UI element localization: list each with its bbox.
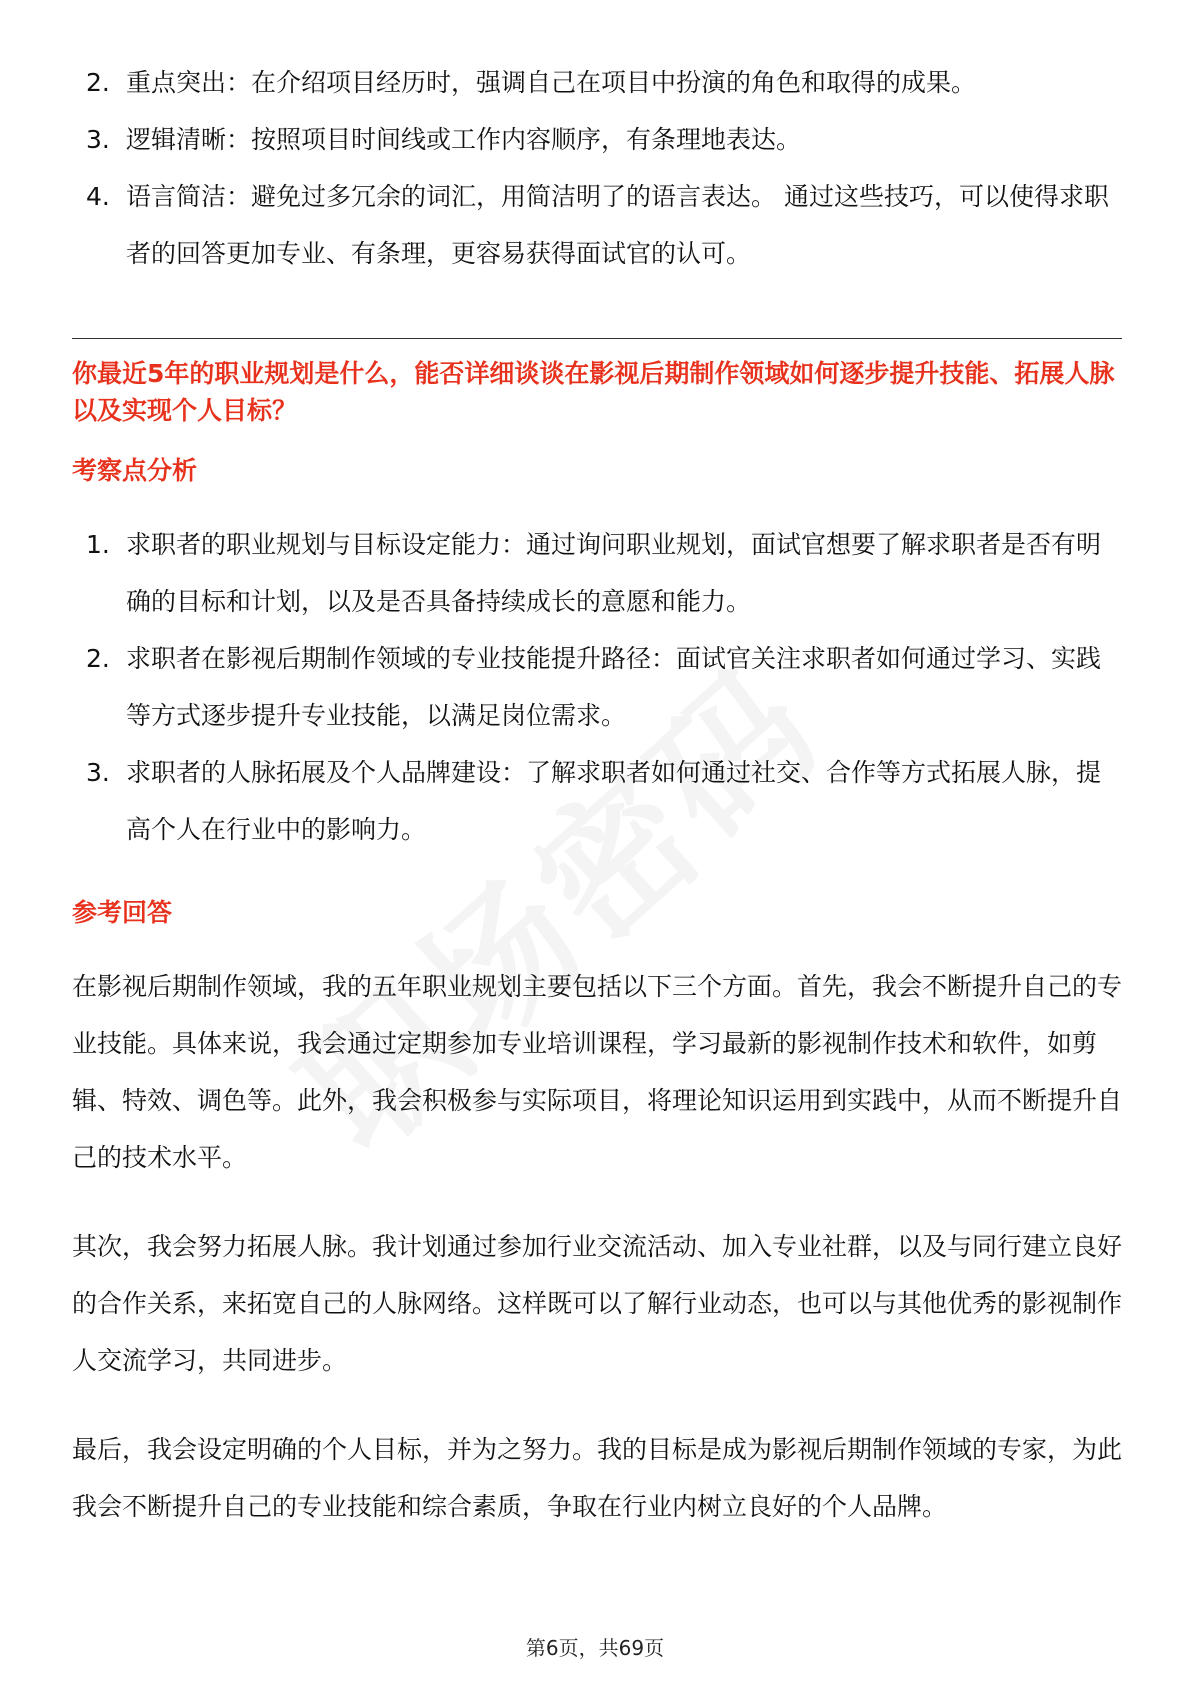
list-item-text: 语言简洁：避免过多冗余的词汇，用简洁明了的语言表达。 通过这些技巧，可以使得求职者的回答更加专业、有条理，更容易获得面试官的认可。 — [126, 182, 1109, 268]
analysis-list — [72, 516, 1122, 858]
list-item-text: 求职者的人脉拓展及个人品牌建设：了解求职者如何通过社交、合作等方式拓展人脉，提高个人在行业中的影响力。 — [126, 758, 1102, 844]
list-item — [72, 111, 1122, 168]
answer-heading: 参考回答 — [72, 898, 173, 927]
analysis-heading: 考察点分析 — [72, 456, 198, 485]
answer-paragraph: 在影视后期制作领域，我的五年职业规划主要包括以下三个方面。首先，我会不断提升自己的专业技能。具体来说，我会通过定期参加专业培训课程，学习最新的影视制作技术和软件，如剪辑、特效、调色等。此外，我会积极参与实际项目，将理论知识运用到实践中，从而不断提升自己的技术水平。 — [72, 972, 1123, 1172]
tips-list — [72, 54, 1122, 282]
list-number: 3. — [86, 125, 110, 154]
list-item — [72, 54, 1122, 111]
list-number: 2. — [86, 68, 110, 97]
list-item — [72, 168, 1122, 282]
list-number: 2. — [86, 644, 110, 673]
list-item-text: 重点突出：在介绍项目经历时，强调自己在项目中扮演的角色和取得的成果。 — [126, 68, 977, 97]
list-item-text: 求职者在影视后期制作领域的专业技能提升路径：面试官关注求职者如何通过学习、实践等方式逐步提升专业技能，以满足岗位需求。 — [126, 644, 1102, 730]
page-number: 第6页，共69页 — [525, 1636, 665, 1660]
list-number: 3. — [86, 758, 110, 787]
answer-paragraph: 最后，我会设定明确的个人目标，并为之努力。我的目标是成为影视后期制作领域的专家，为此我会不断提升自己的专业技能和综合素质，争取在行业内树立良好的个人品牌。 — [72, 1435, 1123, 1521]
list-item — [72, 744, 1122, 858]
answer-paragraph: 其次，我会努力拓展人脉。我计划通过参加行业交流活动、加入专业社群，以及与同行建立良好的合作关系，来拓宽自己的人脉网络。这样既可以了解行业动态，也可以与其他优秀的影视制作人交流学习，共同进步。 — [72, 1232, 1123, 1375]
section-divider — [72, 338, 1122, 339]
list-item — [72, 630, 1122, 744]
list-number: 4. — [86, 182, 110, 211]
list-number: 1. — [86, 530, 110, 559]
list-item — [72, 516, 1122, 630]
list-item-text: 求职者的职业规划与目标设定能力：通过询问职业规划，面试官想要了解求职者是否有明确的目标和计划，以及是否具备持续成长的意愿和能力。 — [126, 530, 1102, 616]
list-item-text: 逻辑清晰：按照项目时间线或工作内容顺序，有条理地表达。 — [126, 125, 802, 154]
interview-question: 你最近5年的职业规划是什么，能否详细谈谈在影视后期制作领域如何逐步提升技能、拓展人脉以及实现个人目标？ — [72, 359, 1115, 425]
